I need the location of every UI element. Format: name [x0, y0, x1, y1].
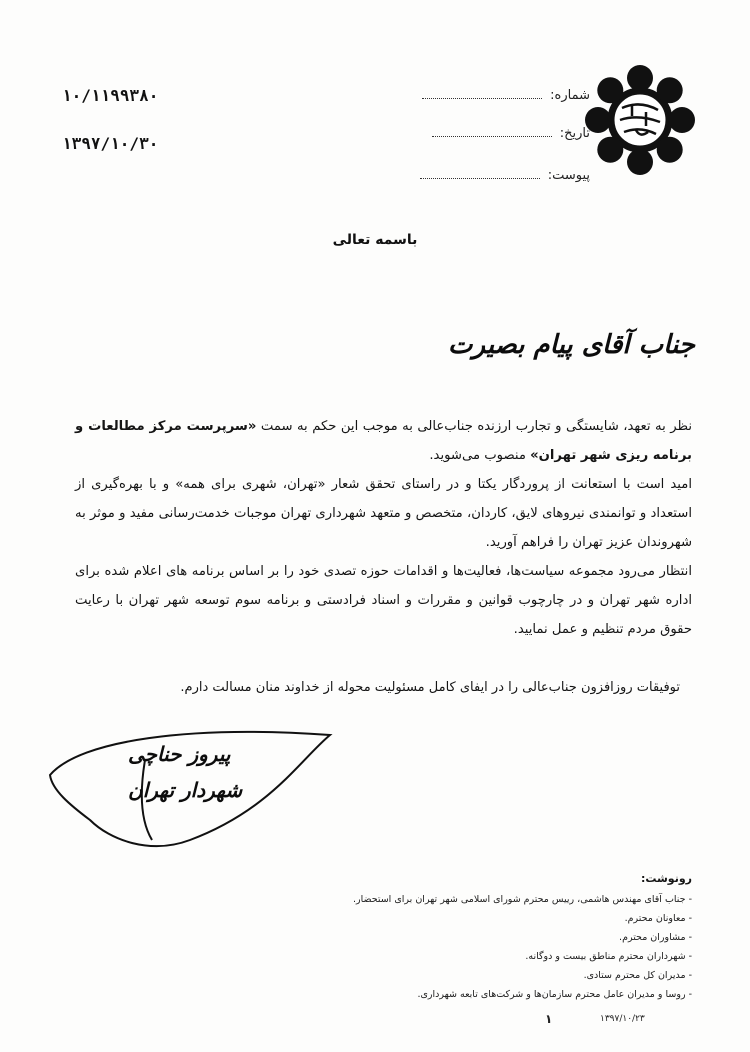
invocation-heading: باسمه تعالی [332, 232, 418, 248]
appointment-text: نظر به تعهد، شایستگی و تجارب ارزنده جناب‌عالی به موجب این حکم به سمت [256, 419, 692, 434]
emblem-petal [657, 137, 683, 163]
emblem-petal [669, 107, 695, 133]
emblem-petal [597, 77, 623, 103]
attachment-label: پیوست: [547, 168, 590, 183]
emblem-petal [627, 149, 653, 175]
page-number: ۱ [545, 1012, 553, 1026]
letter-body [75, 412, 692, 644]
date-value: ۱۳۹۷/۱۰/۳۰ [62, 134, 159, 153]
date-dots [432, 136, 552, 137]
copy-recipient: - معاونان محترم. [353, 909, 692, 928]
appointment-text-end: منصوب می‌شوید. [429, 448, 531, 463]
footer-reference: ۱۳۹۷/۱۰/۲۳ [600, 1014, 645, 1024]
attachment-field [416, 168, 590, 183]
copy-recipient: - روسا و مدیران عامل محترم سازمان‌ها و شرکت‌های تابعه شهرداری. [353, 985, 692, 1004]
emblem-petal [657, 77, 683, 103]
number-field [418, 88, 590, 103]
copy-recipient: - مدیران کل محترم ستادی. [353, 966, 692, 985]
emblem-petal [627, 65, 653, 91]
emblem-petal [597, 137, 623, 163]
position-title: «سرپرست مرکز مطالعات و برنامه ریزی شهر تهران» [75, 419, 692, 463]
tehran-municipality-emblem [580, 60, 700, 180]
copies-heading: رونوشت: [640, 872, 692, 885]
date-label: تاریخ: [559, 126, 590, 141]
paragraph-appointment [75, 412, 692, 470]
copies-list [353, 890, 692, 1004]
paragraph-hope: امید است با استعانت از پروردگار یکتا و در راستای تحقق شعار «تهران، شهری برای همه» و با بهره‌گیری از استعداد و توانمندی نیروهای لایق، کاردان، متخصص و متعهد شهرداری تهران موجبات خدمت‌رسانی مفید و موثر به شهروندان عزیز تهران را فراهم آورید. [75, 477, 692, 550]
signatory-name: پیروز حناچی [128, 742, 231, 766]
number-dots [422, 98, 542, 99]
copy-recipient: - جناب آقای مهندس هاشمی، رییس محترم شورای اسلامی شهر تهران برای استحضار. [353, 890, 692, 909]
number-value: ۱۰/۱۱۹۹۳۸۰ [62, 86, 159, 105]
signatory-title: شهردار تهران [128, 778, 243, 802]
addressee-name: جناب آقای پیام بصیرت [448, 330, 695, 360]
attachment-dots [420, 178, 540, 179]
copy-recipient: - مشاوران محترم. [353, 928, 692, 947]
date-field [428, 126, 590, 141]
number-label: شماره: [550, 88, 590, 103]
closing-line: توفیقات روزافزون جناب‌عالی را در ایفای کامل مسئولیت محوله از خداوند منان مسالت دارم. [180, 680, 680, 695]
paragraph-expectation: انتظار می‌رود مجموعه سیاست‌ها، فعالیت‌ها و اقدامات حوزه تصدی خود را بر اساس برنامه های اعلام شده برای اداره شهر تهران و در چارچوب قوانین و مقررات و اسناد فرادستی و برنامه سوم توسعه شهر تهران با رعایت حقوق مردم تنظیم و عمل نمایید. [75, 564, 692, 637]
copy-recipient: - شهرداران محترم مناطق بیست و دوگانه. [353, 947, 692, 966]
